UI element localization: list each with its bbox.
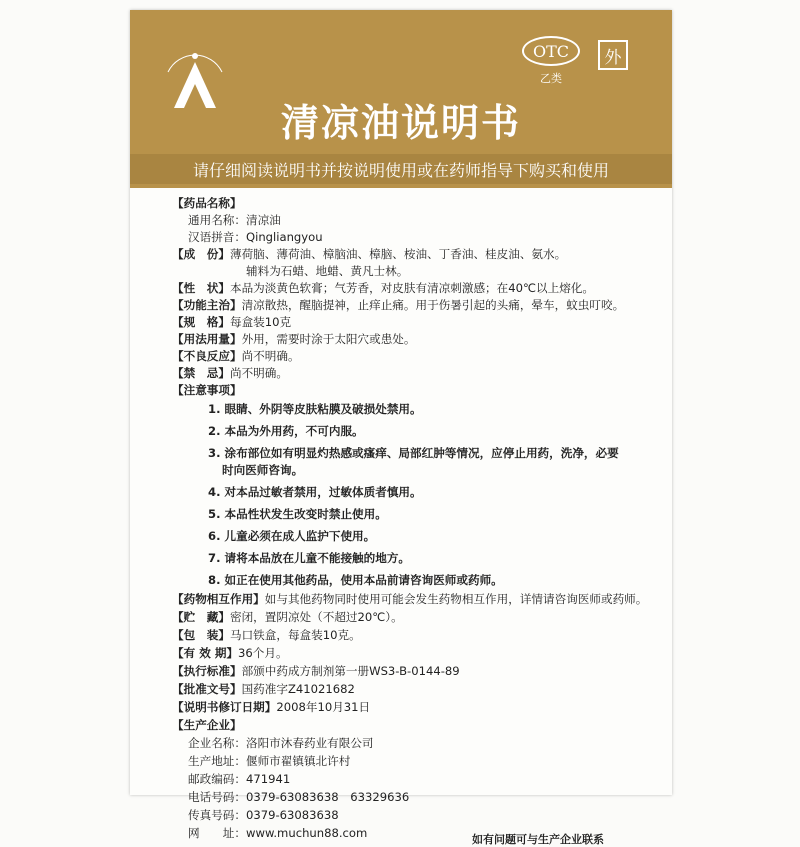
generic-name-row [188, 212, 281, 228]
notice-item: 5. 本品性状发生改变时禁止使用。 [208, 507, 387, 521]
fax-value: 0379-63083638 [245, 808, 339, 822]
storage-value: 密闭，置阴凉处（不超过20℃）。 [229, 610, 403, 624]
pinyin-row [188, 229, 323, 245]
notice-item: 2. 本品为外用药，不可内服。 [208, 424, 364, 438]
ingredients-value-1: 薄荷脑、薄荷油、樟脑油、樟脑、桉油、丁香油、桂皮油、氨水。 [229, 247, 567, 261]
usage-row [172, 331, 416, 347]
notice-item: 7. 请将本品放在儿童不能接触的地方。 [208, 551, 411, 565]
indications-row [172, 297, 624, 313]
interaction-label: 【药物相互作用】 [172, 592, 265, 606]
contra-value: 尚不明确。 [229, 366, 288, 380]
website-value: www.muchun88.com [245, 826, 368, 840]
fax-label: 传真号码： [188, 808, 246, 822]
otc-badge: OTC [522, 36, 580, 66]
external-use-badge: 外 [598, 40, 628, 70]
package-value: 马口铁盒，每盒装10克。 [229, 628, 361, 642]
pinyin-label: 汉语拼音： [188, 230, 246, 244]
approval-value: 国药准字Z41021682 [241, 682, 355, 696]
notice-item: 时向医师咨询。 [222, 463, 304, 477]
ingredients-label: 【成 份】 [172, 247, 230, 261]
company-row [188, 735, 374, 751]
validity-row [172, 645, 288, 661]
properties-value: 本品为淡黄色软膏；气芳香，对皮肤有清凉刺激感；在40℃以上熔化。 [229, 281, 594, 295]
package-row [172, 627, 361, 643]
standard-value: 部颁中药成方制剂第一册WS3-B-0144-89 [241, 664, 460, 678]
indications-value: 清凉散热，醒脑提神，止痒止痛。用于伤暑引起的头痛，晕车，蚊虫叮咬。 [241, 298, 625, 312]
package-label: 【包 装】 [172, 628, 230, 642]
ingredients-value-2: 辅料为石蜡、地蜡、黄凡士林。 [246, 264, 409, 278]
usage-label: 【用法用量】 [172, 332, 242, 346]
company-label: 企业名称： [188, 736, 246, 750]
pinyin-value: Qingliangyou [245, 230, 323, 244]
document-title: 清凉油说明书 [280, 100, 521, 145]
leaflet-sheet [130, 10, 672, 846]
address-row [188, 753, 350, 769]
storage-label: 【贮 藏】 [172, 610, 230, 624]
postcode-label: 邮政编码： [188, 772, 246, 786]
standard-label: 【执行标准】 [172, 664, 242, 678]
spec-value: 每盒装10克 [229, 315, 292, 329]
generic-name-value: 清凉油 [245, 213, 281, 227]
notice-item: 6. 儿童必须在成人监护下使用。 [208, 529, 376, 543]
adverse-label: 【不良反应】 [172, 349, 242, 363]
phone-row [188, 789, 409, 805]
adverse-row [172, 348, 300, 364]
otc-class-label: 乙类 [540, 72, 562, 85]
company-value: 洛阳市沐春药业有限公司 [245, 736, 374, 750]
properties-label: 【性 状】 [172, 281, 230, 295]
notice-item: 3. 涂布部位如有明显灼热感或瘙痒、局部红肿等情况，应停止用药，洗净，必要 [208, 446, 619, 460]
address-value: 偃师市翟镇镇北许村 [245, 754, 351, 768]
notice-item: 8. 如正在使用其他药品，使用本品前请咨询医师或药师。 [208, 573, 503, 587]
notice-item: 1. 眼睛、外阴等皮肤粘膜及破损处禁用。 [208, 402, 422, 416]
properties-row [172, 280, 594, 296]
ingredients-row [172, 246, 566, 262]
indications-label: 【功能主治】 [172, 298, 242, 312]
header-band [130, 10, 672, 188]
postcode-row [188, 771, 290, 787]
standard-row [172, 663, 460, 679]
contra-row [172, 365, 288, 381]
validity-value: 36个月。 [238, 646, 288, 660]
spec-label: 【规 格】 [172, 315, 230, 329]
interaction-value: 如与其他药物同时使用可能会发生药物相互作用，详情请咨询医师或药师。 [264, 592, 648, 606]
fax-row [188, 807, 339, 823]
manufacturer-heading: 【生产企业】 [172, 718, 242, 732]
revision-row [172, 699, 370, 715]
spec-row [172, 314, 291, 330]
storage-row [172, 609, 403, 625]
interaction-row [172, 591, 647, 607]
postcode-value: 471941 [245, 772, 291, 786]
contra-label: 【禁 忌】 [172, 366, 230, 380]
phone-value: 0379-63083638 63329636 [245, 790, 410, 804]
generic-name-label: 通用名称： [188, 213, 246, 227]
revision-value: 2008年10月31日 [276, 700, 371, 714]
approval-row [172, 681, 355, 697]
contact-footnote: 如有问题可与生产企业联系 [472, 833, 604, 846]
address-label: 生产地址： [188, 754, 246, 768]
website-row [188, 825, 367, 841]
phone-label: 电话号码： [188, 790, 246, 804]
notice-heading: 【注意事项】 [172, 383, 242, 397]
website-label: 网 址： [188, 826, 246, 840]
approval-label: 【批准文号】 [172, 682, 242, 696]
usage-value: 外用，需要时涂于太阳穴或患处。 [241, 332, 416, 346]
document-subtitle: 请仔细阅读说明书并按说明使用或在药师指导下购买和使用 [192, 161, 609, 180]
revision-label: 【说明书修订日期】 [172, 700, 277, 714]
validity-label: 【有 效 期】 [172, 646, 239, 660]
adverse-value: 尚不明确。 [241, 349, 300, 363]
notice-item: 4. 对本品过敏者禁用，过敏体质者慎用。 [208, 485, 422, 499]
drug-name-heading: 【药品名称】 [172, 196, 242, 210]
